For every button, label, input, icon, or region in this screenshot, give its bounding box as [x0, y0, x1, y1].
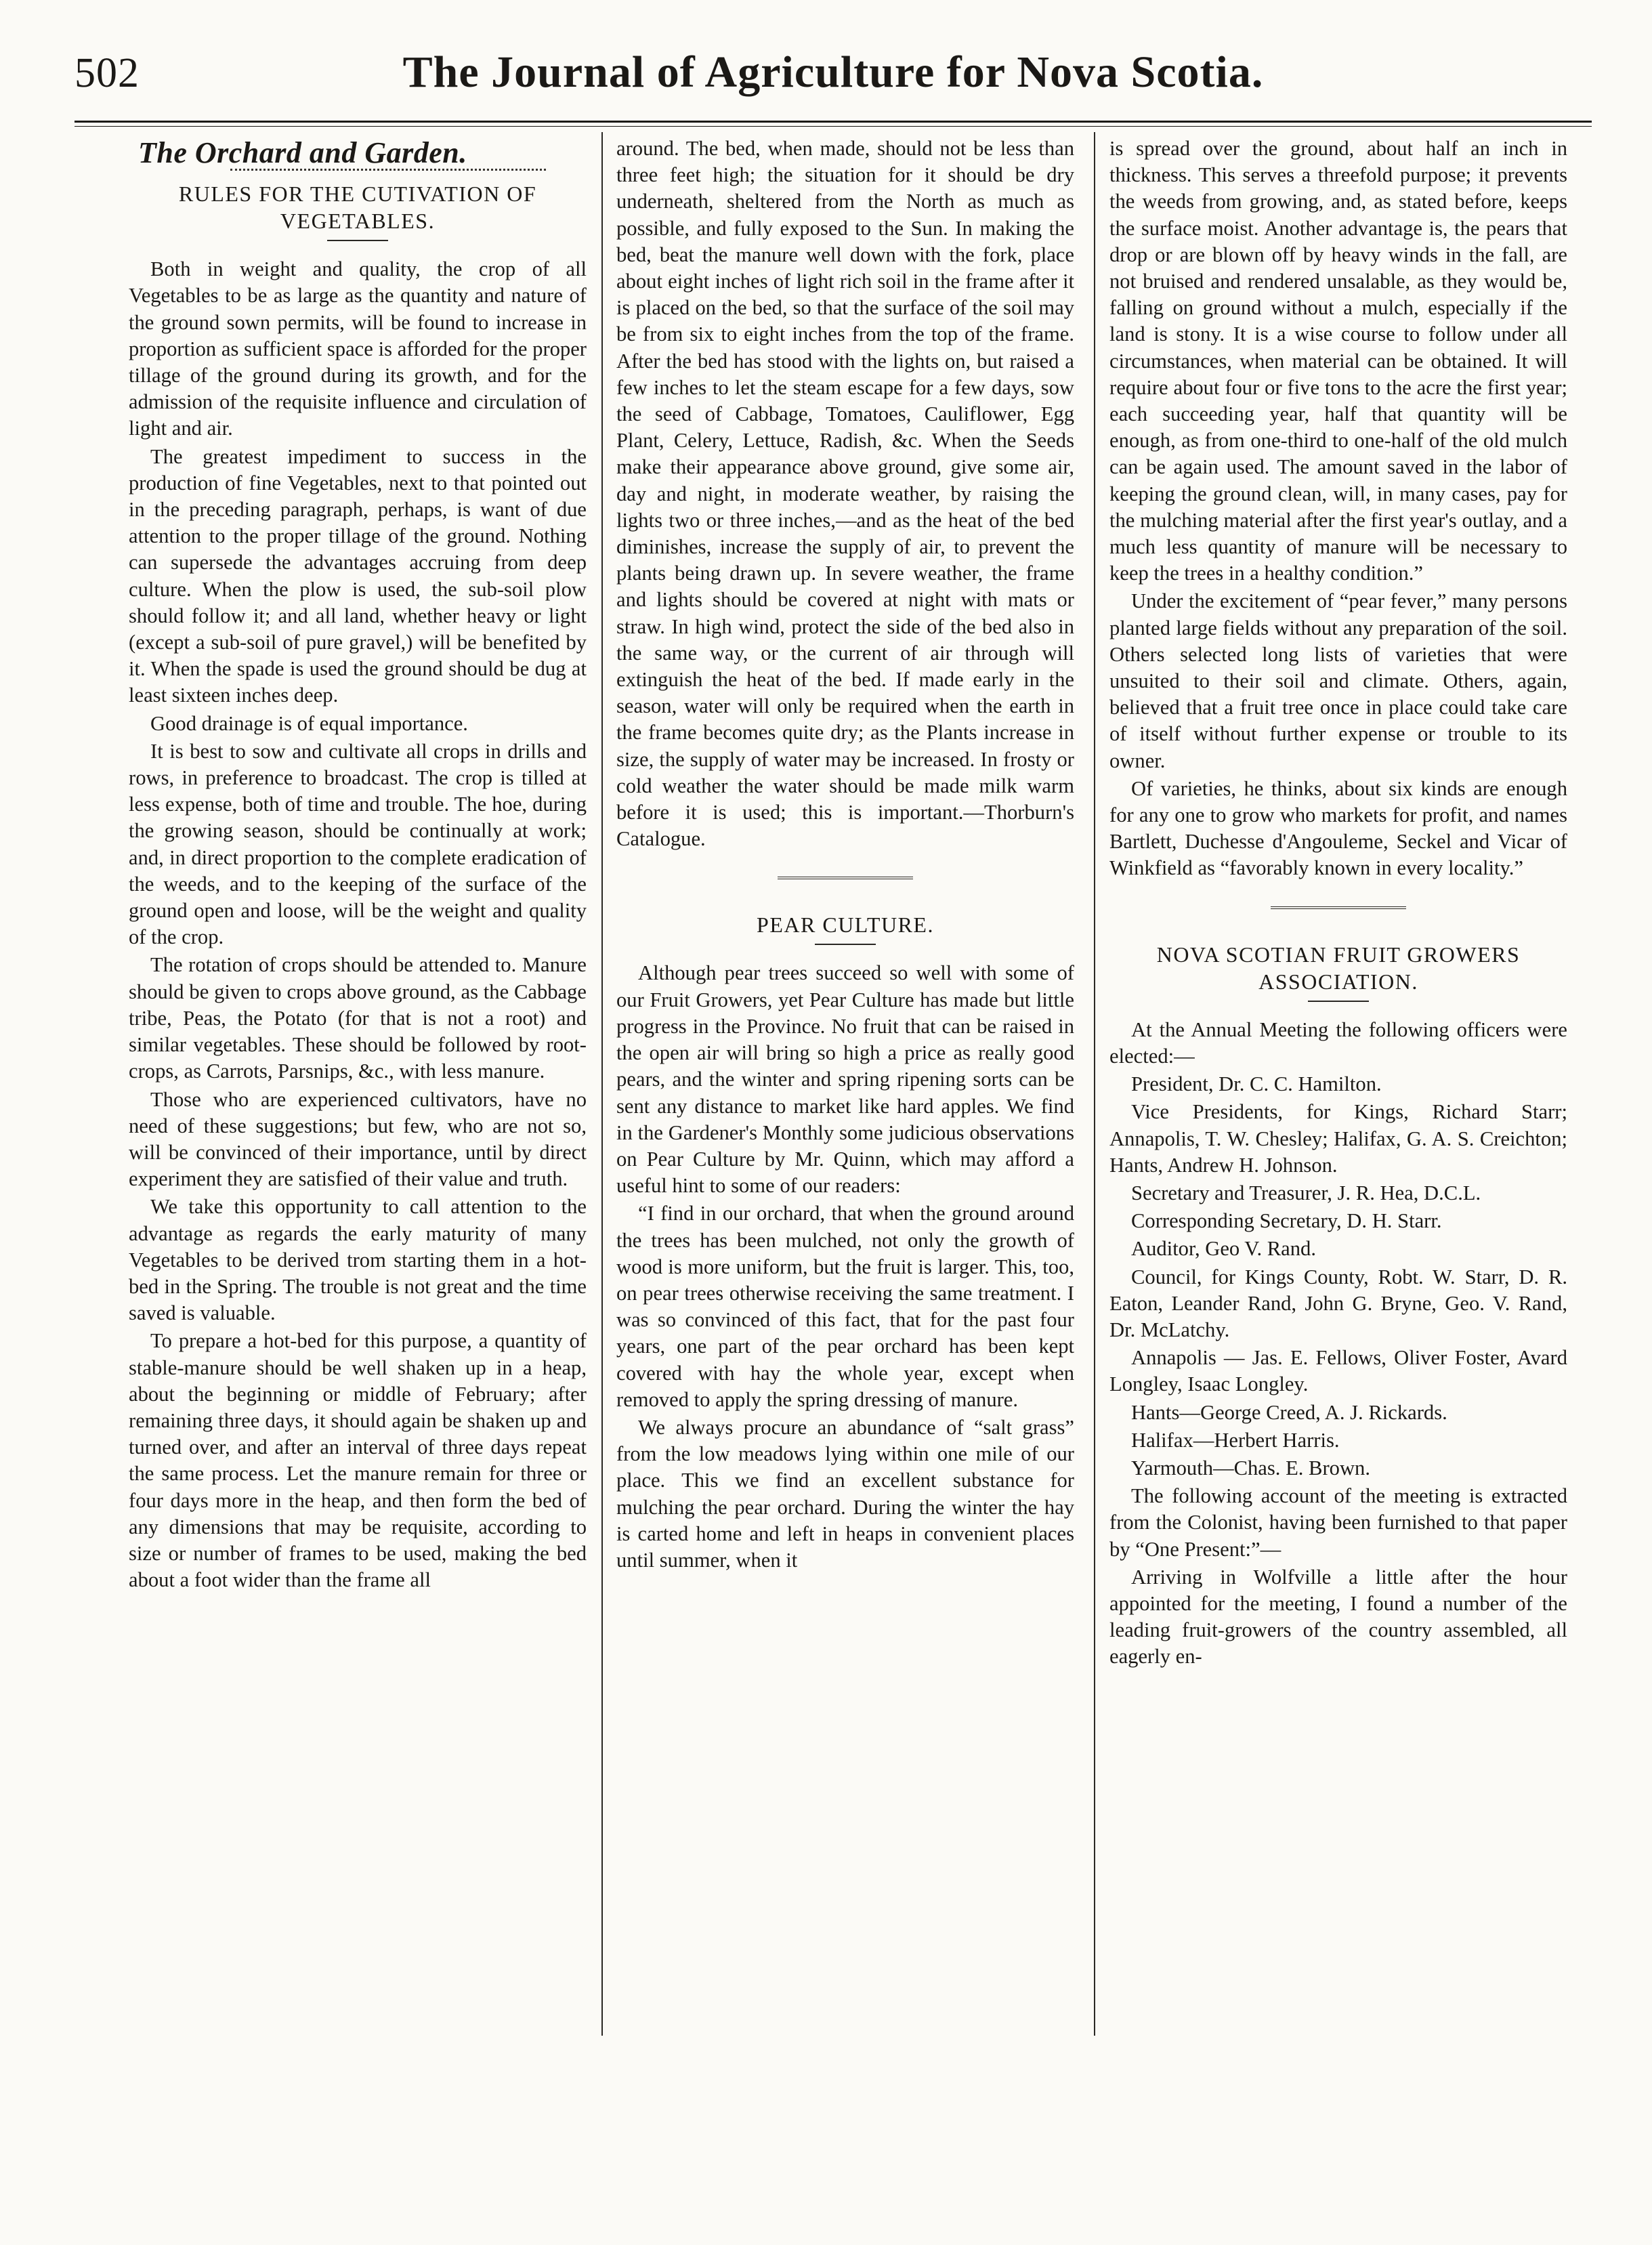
paragraph: Both in weight and quality, the crop of all Vegetables to be as large as the quantity and nature of the ground sown permits, will be found to increase in proportion as sufficient space is afforded for the proper tillage of the ground during its growth, and for the admission of the requisite influence and circulation of light and air.	[129, 257, 587, 440]
header-rule	[75, 121, 1592, 123]
paragraph: Of varieties, he thinks, about six kinds are enough for any one to grow who markets for profit, and names Bartlett, Duchesse d'Angouleme, Seckel and Vicar of Winkfield as “favorably known in every locality.”	[1109, 776, 1567, 880]
column-divider	[601, 132, 603, 2036]
paragraph: Corresponding Secretary, D. H. Starr.	[1131, 1209, 1442, 1233]
title-rule	[815, 944, 876, 945]
header-rule-thin	[75, 126, 1592, 127]
paragraph: is spread over the ground, about half an inch in thickness. This serves a threefold purpose; it prevents the weeds from growing, and, as stated before, keeps the surface moist. Another advantage is, the pears that drop or are blown off by heavy winds in the fall, are not bruised and rendered unsalable, as they would be, falling on ground without a mulch, especially if the land is stony. It is a wise course to follow under all circumstances, when material can be obtained. It will require about four or five tons to the acre the first year; each succeeding year, half that quantity will be enough, as from one-third to one-half of the old mulch can be again used. The amount saved in the labor of keeping the ground clean, will, in many cases, pay for the mulching material after the first year's outlay, and a much less quantity of manure will be necessary to keep the trees in a healthy condition.”	[1109, 137, 1567, 585]
title-rule	[1308, 1001, 1369, 1002]
journal-title: The Journal of Agriculture for Nova Scotia.	[402, 47, 1264, 97]
article-title: NOVA SCOTIAN FRUIT GROWERS ASSOCIATION.	[1156, 942, 1521, 994]
paragraph: Arriving in Wolfville a little after the hour appointed for the meeting, I found a number of the leading fruit-growers of the country assembled, all eagerly en-	[1109, 1565, 1567, 1669]
paragraph: The following account of the meeting is extracted from the Colonist, having been furnished to that paper by “One Present:”—	[1109, 1484, 1567, 1561]
column-2	[616, 135, 1074, 1575]
column-divider	[1094, 132, 1095, 2036]
paragraph: Hants—George Creed, A. J. Rickards.	[1131, 1400, 1447, 1424]
paragraph: At the Annual Meeting the following officers were elected:—	[1109, 1017, 1567, 1068]
paragraph: Secretary and Treasurer, J. R. Hea, D.C.L.	[1131, 1181, 1481, 1204]
paragraph: around. The bed, when made, should not be less than three feet high; the situation for it should be dry underneath, sheltered from the North as much as possible, and fully exposed to the Sun. In making the bed, beat the manure well down with the fork, place about eight inches of light rich soil in the frame after it is placed on the bed, so that the surface of the soil may be from six to eight inches from the top of the frame. After the bed has stood with the lights on, but raised a few inches to let the steam escape for a few days, sow the seed of Cabbage, Tomatoes, Cauliflower, Egg Plant, Celery, Lettuce, Radish, &c. When the Seeds make their appearance above ground, give some air, day and night, in moderate weather, by raising the lights two or three inches,—and as the heat of the bed diminishes, increase the supply of air, to prevent the plants being drawn up. In severe weather, the frame and lights should be covered at night with mats or straw. In high wind, protect the side of the bed also in the same way, or the current of air through will extinguish the heat of the bed. If made early in the season, water will only be required when the earth in the frame becomes quite dry; as the Plants increase in size, the supply of water may be increased. In frosty or cold weather the water should be made milk warm before it is used; this is important.—Thorburn's Catalogue.	[616, 137, 1074, 851]
paragraph: Under the excitement of “pear fever,” many persons planted large fields without any preparation of the soil. Others selected long lists of varieties that were unsuited to their soil and climate. Others, again, believed that a fruit tree once in place could take care of itself without further expense or trouble to its owner.	[1109, 589, 1567, 772]
section-rule	[778, 877, 913, 881]
section-rule	[1271, 906, 1406, 911]
paragraph: President, Dr. C. C. Hamilton.	[1131, 1072, 1382, 1096]
article-title: RULES FOR THE CUTIVATION OF VEGETABLES.	[178, 182, 537, 234]
paragraph: Although pear trees succeed so well with some of our Fruit Growers, yet Pear Culture has made but little progress in the Province. No fruit that can be raised in the open air will bring so high a price as really good pears, and the winter and spring ripening sorts can be sent any distance to market like hard apples. We find in the Gardener's Monthly some judicious observations on Pear Culture by Mr. Quinn, which may afford a useful hint to some of our readers:	[616, 961, 1074, 1198]
section-title: The Orchard and Garden.	[138, 136, 467, 169]
column-1	[129, 135, 587, 1595]
paragraph: “I find in our orchard, that when the ground around the trees has been mulched, not only the growth of wood is more uniform, but the fruit is larger. This, too, on pear trees otherwise receiving the same treatment. I was so convinced of this fact, that for the past four years, one part of the pear orchard has been kept covered with hay the whole year, except when removed to apply the spring dressing of manure.	[616, 1202, 1074, 1411]
paragraph: Those who are experienced cultivators, have no need of these suggestions; but few, who are not so, will be convinced of their importance, until by direct experiment they are satisfied of their value and truth.	[129, 1087, 587, 1191]
article-title: PEAR CULTURE.	[757, 912, 934, 938]
title-rule	[327, 240, 388, 241]
paragraph: Yarmouth—Chas. E. Brown.	[1131, 1456, 1370, 1480]
column-3	[1109, 135, 1567, 1672]
paragraph: Council, for Kings County, Robt. W. Starr, D. R. Eaton, Leander Rand, John G. Bryne, Geo. V. Rand, Dr. McLatchy.	[1109, 1265, 1567, 1341]
paragraph: We take this opportunity to call attention to the advantage as regards the early maturity of many Vegetables to be derived trom starting them in a hot-bed in the Spring. The trouble is not great and the time saved is valuable.	[129, 1195, 587, 1325]
paragraph: Auditor, Geo V. Rand.	[1131, 1237, 1316, 1261]
paragraph: The rotation of crops should be attended to. Manure should be given to crops above ground, as the Cabbage tribe, Peas, the Potato (for that is not a root) and similar vegetables. These should be followed by root-crops, as Carrots, Parsnips, &c., with less manure.	[129, 953, 587, 1083]
paragraph: We always procure an abundance of “salt grass” from the low meadows lying within one mile of our place. This we find an excellent substance for mulching the pear orchard. During the winter the hay is carted home and left in heaps in convenient places until summer, when it	[616, 1415, 1074, 1572]
paragraph: Halifax—Herbert Harris.	[1131, 1428, 1340, 1452]
paragraph: Vice Presidents, for Kings, Richard Starr; Annapolis, T. W. Chesley; Halifax, G. A. S. Creichton; Hants, Andrew H. Johnson.	[1109, 1100, 1567, 1177]
page-header	[75, 37, 1592, 119]
paragraph: The greatest impediment to success in the production of fine Vegetables, next to that pointed out in the preceding paragraph, perhaps, is want of due attention to the proper tillage of the ground. Nothing can supersede the advantages accruing from deep culture. When the plow is used, the sub-soil plow should follow it; and all land, whether heavy or light (except a sub-soil of pure gravel,) will be benefited by it. When the spade is used the ground should be dug at least sixteen inches deep.	[129, 444, 587, 707]
paragraph: Good drainage is of equal importance.	[150, 711, 468, 735]
paragraph: To prepare a hot-bed for this purpose, a quantity of stable-manure should be well shaken up in a heap, about the beginning or middle of February; after remaining three days, it should again be shaken up and turned over, and after an interval of three days repeat the same process. Let the manure remain for three or four days more in the heap, and then form the bed of any dimensions that may be requisite, according to size or number of frames to be used, making the bed about a foot wider than the frame all	[129, 1329, 587, 1592]
paragraph: It is best to sow and cultivate all crops in drills and rows, in preference to broadcast. The crop is tilled at less expense, both of time and trouble. The hoe, during the growing season, should be continually at work; and, in direct proportion to the complete eradication of the weeds, and to the keeping of the surface of the ground open and loose, will be the weight and quality of the crop.	[129, 739, 587, 949]
paragraph: Annapolis — Jas. E. Fellows, Oliver Foster, Avard Longley, Isaac Longley.	[1109, 1346, 1567, 1396]
page-number: 502	[75, 50, 140, 96]
